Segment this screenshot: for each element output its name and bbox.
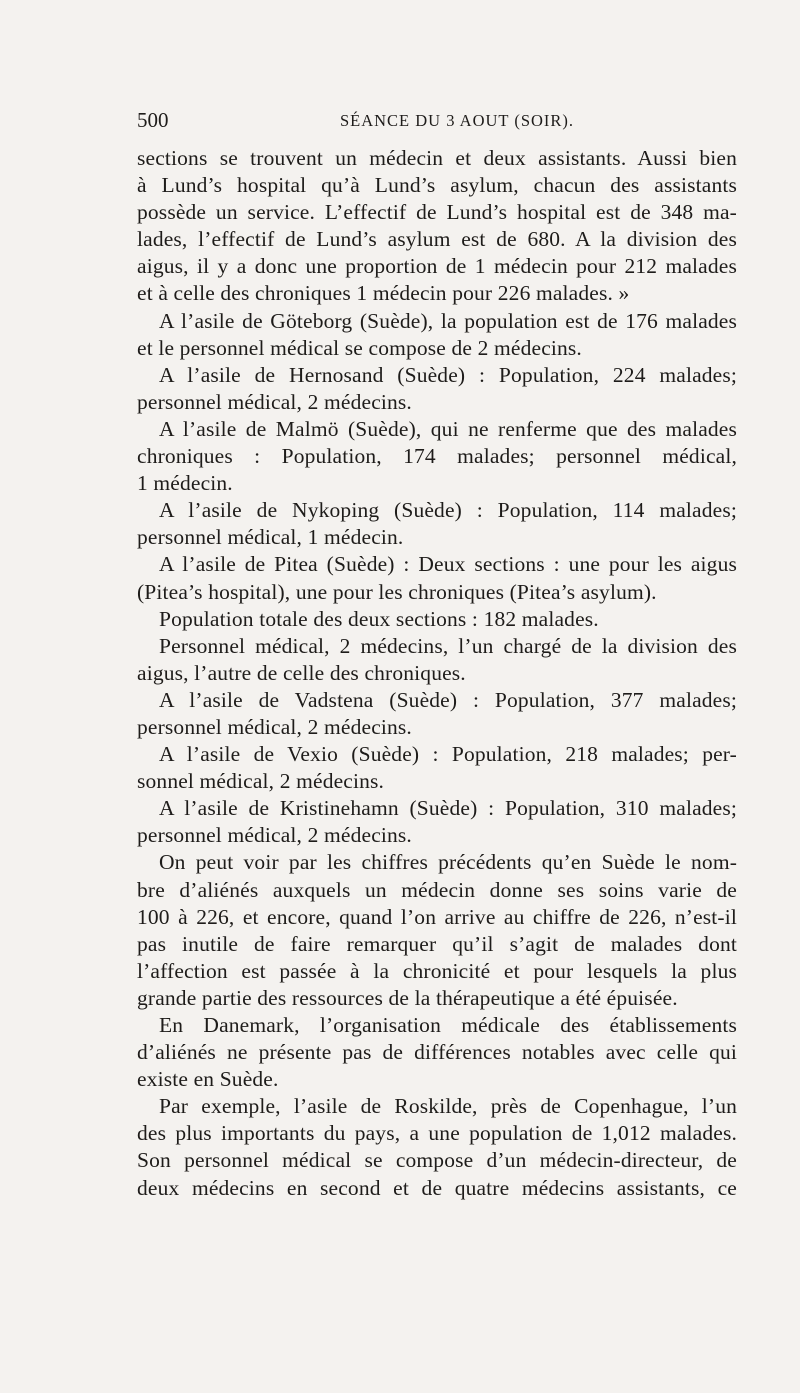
text-line: aigus, il y a donc une proportion de 1 médecin pour 212 malades	[137, 254, 737, 279]
text-line: l’affection est passée à la chronicité et pour lesquels la plus	[137, 958, 737, 983]
text-line: et à celle des chroniques 1 médecin pour 226 malades. »	[137, 281, 630, 306]
text-line: A l’asile de Vexio (Suède) : Population, 218 malades; per-	[159, 742, 737, 767]
text-line: A l’asile de Pitea (Suède) : Deux sections : une pour les aigus	[159, 552, 737, 577]
text-line: aigus, l’autre de celle des chroniques.	[137, 660, 466, 685]
text-line: Population totale des deux sections : 182 malades.	[159, 606, 599, 631]
text-line: Personnel médical, 2 médecins, l’un chargé de la division des	[159, 633, 737, 658]
text-line: existe en Suède.	[137, 1067, 279, 1092]
body-text	[137, 145, 737, 1202]
text-line: sections se trouvent un médecin et deux assistants. Aussi bien	[137, 146, 737, 170]
text-line: (Pitea’s hospital), une pour les chroniques (Pitea’s asylum).	[137, 579, 657, 604]
text-line: A l’asile de Nykoping (Suède) : Population, 114 malades;	[159, 498, 737, 523]
text-line: d’aliénés ne présente pas de différences notables avec celle qui	[137, 1040, 737, 1065]
text-line: personnel médical, 1 médecin.	[137, 525, 404, 550]
text-line: personnel médical, 2 médecins.	[137, 389, 412, 414]
text-line: des plus importants du pays, a une population de 1,012 malades.	[137, 1121, 737, 1146]
text-line: 100 à 226, et encore, quand l’on arrive au chiffre de 226, n’est-il	[137, 904, 737, 929]
text-line: deux médecins en second et de quatre médecins assistants, ce	[137, 1175, 737, 1200]
page-number: 500	[137, 108, 169, 132]
text-line: lades, l’effectif de Lund’s asylum est de 680. A la division des	[137, 227, 737, 252]
text-line: grande partie des ressources de la thérapeutique a été épuisée.	[137, 985, 678, 1010]
text-line: A l’asile de Vadstena (Suède) : Population, 377 malades;	[159, 687, 737, 712]
text-line: A l’asile de Malmö (Suède), qui ne renferme que des malades	[159, 416, 737, 441]
text-line: à Lund’s hospital qu’à Lund’s asylum, chacun des assistants	[137, 173, 737, 198]
text-line: personnel médical, 2 médecins.	[137, 823, 412, 848]
text-line: chroniques : Population, 174 malades; personnel médical,	[137, 444, 737, 469]
text-line: A l’asile de Hernosand (Suède) : Population, 224 malades;	[159, 362, 737, 387]
text-line: On peut voir par les chiffres précédents qu’en Suède le nom-	[159, 850, 737, 875]
text-line: possède un service. L’effectif de Lund’s hospital est de 348 ma-	[137, 200, 737, 225]
text-line: 1 médecin.	[137, 471, 233, 496]
text-line: Par exemple, l’asile de Roskilde, près de Copenhague, l’un	[159, 1094, 737, 1119]
text-line: sonnel médical, 2 médecins.	[137, 769, 385, 794]
text-line: et le personnel médical se compose de 2 médecins.	[137, 335, 582, 360]
text-line: En Danemark, l’organisation médicale des établissements	[159, 1013, 737, 1037]
running-head: SÉANCE DU 3 AOUT (SOIR).	[339, 111, 575, 130]
text-line: bre d’aliénés auxquels un médecin donne ses soins varie de	[137, 877, 737, 902]
text-line: A l’asile de Kristinehamn (Suède) : Population, 310 malades;	[159, 796, 737, 821]
page-header	[137, 108, 737, 138]
text-line: Son personnel médical se compose d’un médecin-directeur, de	[137, 1148, 737, 1173]
text-line: pas inutile de faire remarquer qu’il s’agit de malades dont	[137, 931, 737, 956]
text-line: A l’asile de Göteborg (Suède), la population est de 176 malades	[159, 308, 737, 333]
text-line: personnel médical, 2 médecins.	[137, 714, 412, 739]
